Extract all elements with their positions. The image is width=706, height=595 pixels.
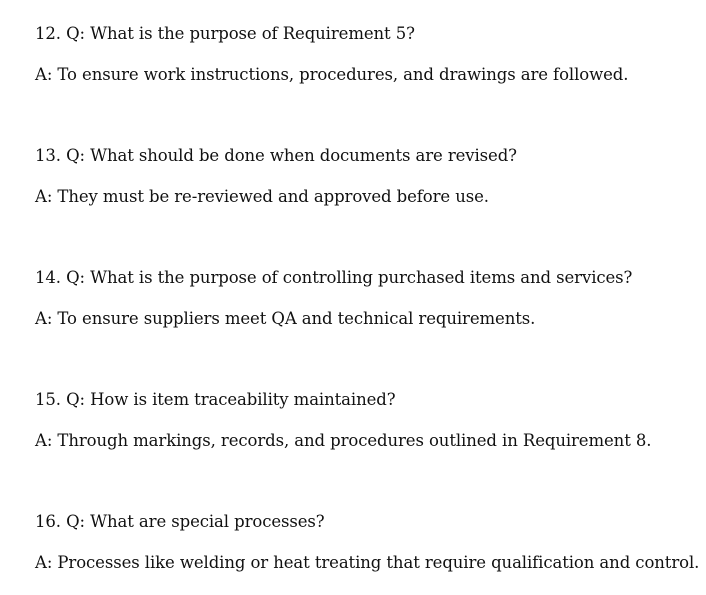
qa-item-13 xyxy=(35,146,695,207)
qa-item-15 xyxy=(35,390,695,451)
question-12: 12. Q: What is the purpose of Requirement 5? xyxy=(35,24,415,43)
question-15: 15. Q: How is item traceability maintained? xyxy=(35,390,396,409)
answer-15: A: Through markings, records, and procedures outlined in Requirement 8. xyxy=(35,431,652,450)
answer-16: A: Processes like welding or heat treating that require qualification and control. xyxy=(35,553,700,572)
question-14: 14. Q: What is the purpose of controlling purchased items and services? xyxy=(35,268,633,287)
answer-13: A: They must be re-reviewed and approved before use. xyxy=(35,187,489,206)
qa-item-14 xyxy=(35,268,695,329)
question-13: 13. Q: What should be done when documents are revised? xyxy=(35,146,517,165)
answer-12: A: To ensure work instructions, procedures, and drawings are followed. xyxy=(35,65,629,84)
qa-item-16 xyxy=(35,512,700,573)
answer-14: A: To ensure suppliers meet QA and technical requirements. xyxy=(35,309,536,328)
question-16: 16. Q: What are special processes? xyxy=(35,512,325,531)
qa-item-12 xyxy=(35,24,695,85)
